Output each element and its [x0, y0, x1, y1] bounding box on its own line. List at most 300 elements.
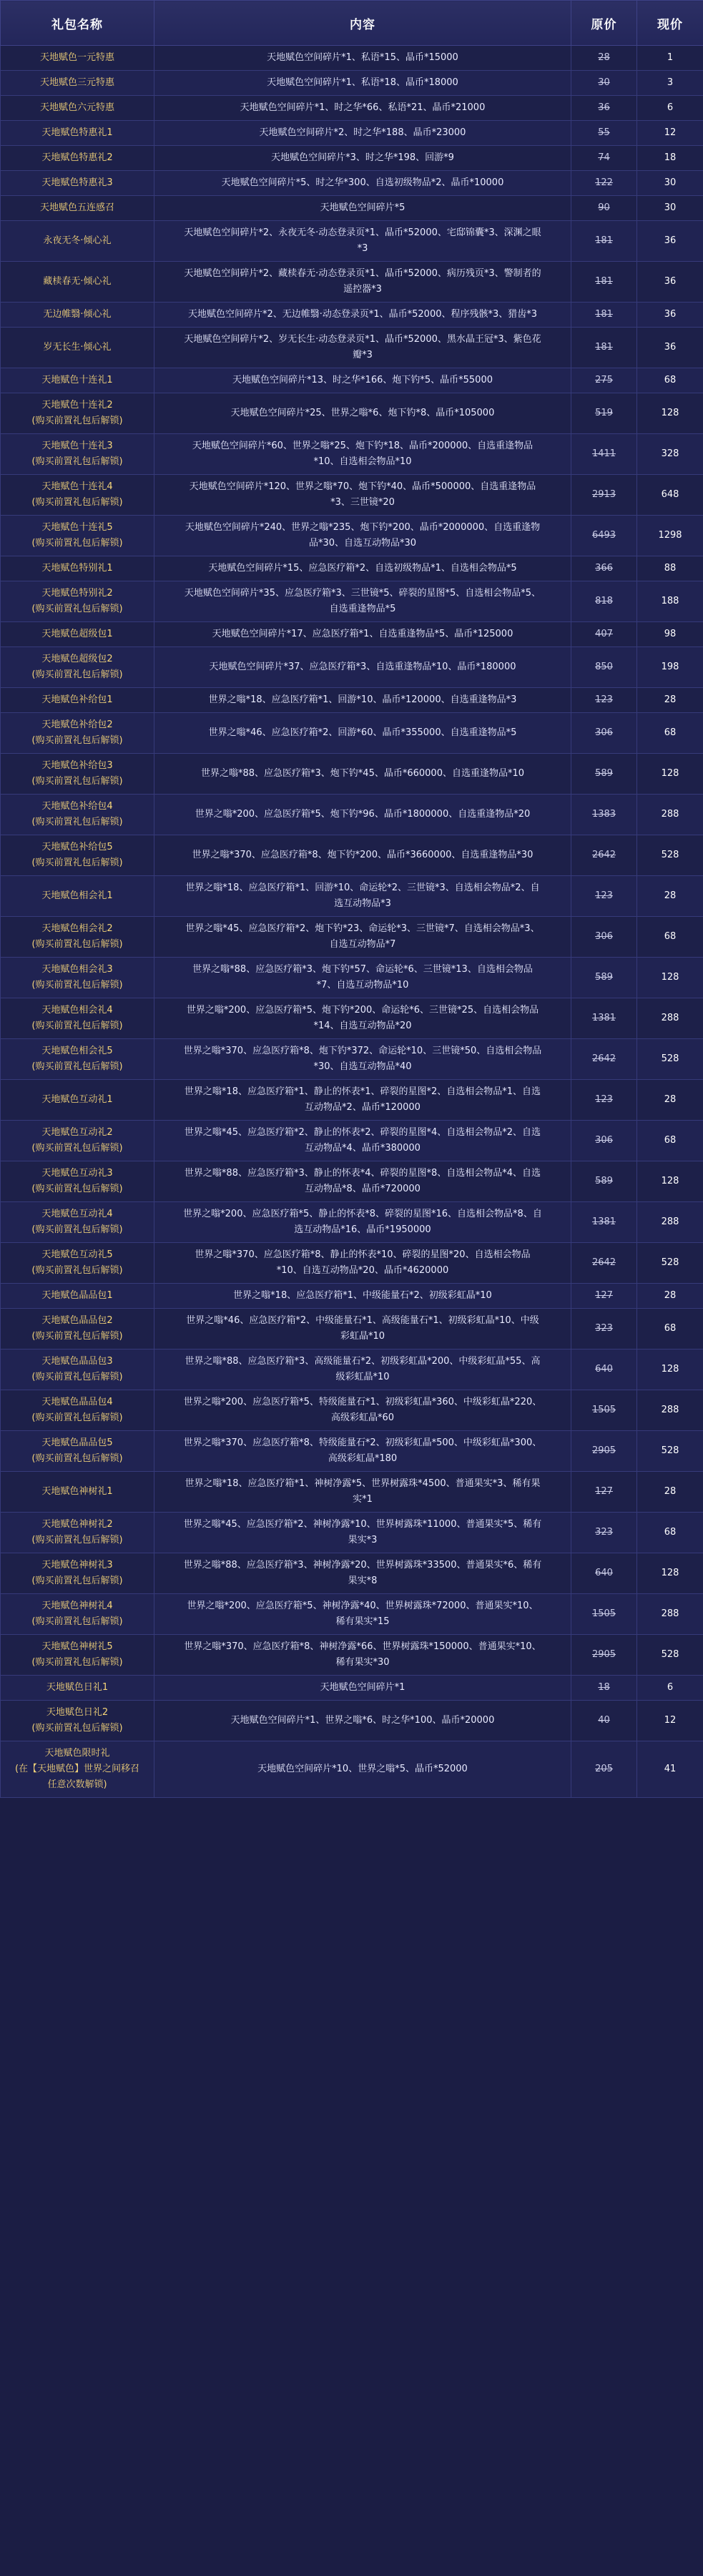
original-price: 18: [571, 1676, 637, 1701]
pack-name-cell: [1, 1350, 154, 1390]
current-price: 288: [637, 1202, 703, 1243]
pack-name: 天地赋色晶品包1: [41, 1290, 113, 1301]
table-row: [1, 1039, 703, 1080]
table-row: [1, 434, 703, 475]
pack-content: 世界之嗡*18、应急医疗箱*1、静止的怀表*1、碎裂的星图*2、自选相会物品*1、自选互动物品*2、晶币*120000: [154, 1080, 571, 1121]
original-price: 123: [571, 1080, 637, 1121]
pack-name: 天地赋色补给包2: [41, 719, 113, 730]
table-row: [1, 1121, 703, 1161]
table-row: [1, 795, 703, 835]
current-price: 28: [637, 876, 703, 917]
pack-name: 天地赋色十连礼4: [41, 481, 113, 492]
original-price: 1505: [571, 1390, 637, 1431]
table-row: [1, 146, 703, 171]
pack-name-cell: [1, 262, 154, 303]
table-row: [1, 1594, 703, 1635]
original-price: 1411: [571, 434, 637, 475]
current-price: 18: [637, 146, 703, 171]
pack-name-cell: [1, 1039, 154, 1080]
pack-content: 世界之嗡*18、应急医疗箱*1、回游*10、命运轮*2、三世镜*3、自选相会物品*2、自选互动物品*3: [154, 876, 571, 917]
table-row: [1, 1431, 703, 1472]
pack-name-cell: [1, 1202, 154, 1243]
pack-name-cell: [1, 1635, 154, 1676]
pack-name-cell: [1, 1309, 154, 1350]
original-price: 205: [571, 1741, 637, 1798]
pack-unlock-note: (购买前置礼包后解锁): [31, 416, 123, 426]
current-price: 288: [637, 795, 703, 835]
pack-name-cell: [1, 958, 154, 998]
original-price: 181: [571, 328, 637, 368]
original-price: 1381: [571, 1202, 637, 1243]
pack-name-cell: [1, 146, 154, 171]
table-row: [1, 121, 703, 146]
pack-name-cell: [1, 917, 154, 958]
pack-name-cell: [1, 434, 154, 475]
pack-content: 天地赋色空间碎片*120、世界之嗡*70、炮下钓*40、晶币*500000、自选重逢物品*3、三世镜*20: [154, 475, 571, 516]
pack-content: 天地赋色空间碎片*1、世界之嗡*6、时之华*100、晶币*20000: [154, 1701, 571, 1741]
pack-name-cell: [1, 328, 154, 368]
pack-content: 世界之嗡*45、应急医疗箱*2、炮下钓*23、命运轮*3、三世镜*7、自选相会物品*3、自选互动物品*7: [154, 917, 571, 958]
pack-name-cell: [1, 1676, 154, 1701]
original-price: 407: [571, 622, 637, 647]
pack-unlock-note: (购买前置礼包后解锁): [31, 1184, 123, 1194]
pack-name-cell: [1, 688, 154, 713]
pack-content: 世界之嗡*370、应急医疗箱*8、炮下钓*200、晶币*3660000、自选重逢物品*30: [154, 835, 571, 876]
original-price: 275: [571, 368, 637, 393]
table-row: [1, 556, 703, 581]
pack-content: 世界之嗡*18、应急医疗箱*1、中级能量石*2、初级彩虹晶*10: [154, 1284, 571, 1309]
pack-content: 世界之嗡*200、应急医疗箱*5、炮下钓*96、晶币*1800000、自选重逢物品*20: [154, 795, 571, 835]
pack-name: 天地赋色超级包1: [41, 629, 113, 639]
pack-content: 世界之嗡*46、应急医疗箱*2、中级能量石*1、高级能量石*1、初级彩虹晶*10、中级彩虹晶*10: [154, 1309, 571, 1350]
pack-name: 天地赋色相会礼2: [41, 923, 113, 934]
table-row: [1, 835, 703, 876]
pack-content: 天地赋色空间碎片*1: [154, 1676, 571, 1701]
current-price: 41: [637, 1741, 703, 1798]
original-price: 818: [571, 581, 637, 622]
table-row: [1, 713, 703, 754]
pack-name-cell: [1, 516, 154, 556]
original-price: 640: [571, 1553, 637, 1594]
pack-name: 天地赋色日礼2: [46, 1707, 109, 1718]
pack-name-cell: [1, 1284, 154, 1309]
pack-name-cell: [1, 835, 154, 876]
pack-name-cell: [1, 1553, 154, 1594]
table-row: [1, 1472, 703, 1513]
original-price: 127: [571, 1472, 637, 1513]
original-price: 40: [571, 1701, 637, 1741]
pack-unlock-note: (购买前置礼包后解锁): [31, 1657, 123, 1668]
current-price: 528: [637, 1243, 703, 1284]
current-price: 28: [637, 1284, 703, 1309]
original-price: 519: [571, 393, 637, 434]
header-original-price: 原价: [571, 1, 637, 46]
table-row: [1, 196, 703, 221]
table-row: [1, 1161, 703, 1202]
current-price: 1298: [637, 516, 703, 556]
pack-name: 天地赋色特惠礼3: [41, 177, 113, 188]
current-price: 36: [637, 221, 703, 262]
pack-unlock-note: (购买前置礼包后解锁): [31, 1331, 123, 1342]
current-price: 128: [637, 1350, 703, 1390]
pack-name: 天地赋色十连礼2: [41, 400, 113, 411]
pack-name: 天地赋色补给包5: [41, 842, 113, 852]
pack-name-cell: [1, 368, 154, 393]
pack-content: 天地赋色空间碎片*240、世界之嗡*235、炮下钓*200、晶币*2000000、自选重逢物品*30、自选互动物品*30: [154, 516, 571, 556]
table-row: [1, 46, 703, 71]
pack-name-cell: [1, 622, 154, 647]
pack-name: 天地赋色六元特惠: [39, 102, 114, 113]
pack-content: 世界之嗡*18、应急医疗箱*1、神树净露*5、世界树露珠*4500、普通果实*3、稀有果实*1: [154, 1472, 571, 1513]
pack-name: 天地赋色互动礼3: [41, 1168, 113, 1179]
pack-name-cell: [1, 876, 154, 917]
pack-content: 天地赋色空间碎片*2、时之华*188、晶币*23000: [154, 121, 571, 146]
pack-unlock-note: (购买前置礼包后解锁): [31, 456, 123, 467]
pack-content: 世界之嗡*18、应急医疗箱*1、回游*10、晶币*120000、自选重逢物品*3: [154, 688, 571, 713]
current-price: 3: [637, 71, 703, 96]
current-price: 528: [637, 1431, 703, 1472]
pack-name-cell: [1, 556, 154, 581]
current-price: 198: [637, 647, 703, 688]
pack-name: 天地赋色补给包4: [41, 801, 113, 812]
table-row: [1, 581, 703, 622]
pack-name: 天地赋色神树礼5: [41, 1641, 113, 1652]
original-price: 181: [571, 262, 637, 303]
header-content: 内容: [154, 1, 571, 46]
pack-content: 世界之嗡*45、应急医疗箱*2、静止的怀表*2、碎裂的星图*4、自选相会物品*2、自选互动物品*4、晶币*380000: [154, 1121, 571, 1161]
table-row: [1, 516, 703, 556]
pack-name-cell: [1, 1431, 154, 1472]
pack-name: 天地赋色神树礼3: [41, 1560, 113, 1570]
pack-name: 天地赋色补给包1: [41, 694, 113, 705]
pack-content: 世界之嗡*200、应急医疗箱*5、静止的怀表*8、碎裂的星图*16、自选相会物品*8、自选互动物品*16、晶币*1950000: [154, 1202, 571, 1243]
pack-name: 天地赋色神树礼1: [41, 1486, 113, 1497]
current-price: 6: [637, 1676, 703, 1701]
pack-name: 天地赋色五连感召: [39, 202, 114, 213]
original-price: 1505: [571, 1594, 637, 1635]
pack-unlock-note: (购买前置礼包后解锁): [31, 604, 123, 614]
pack-name: 天地赋色三元特惠: [39, 77, 114, 88]
original-price: 122: [571, 171, 637, 196]
pack-name: 天地赋色补给包3: [41, 760, 113, 771]
pack-name-cell: [1, 393, 154, 434]
original-price: 306: [571, 917, 637, 958]
original-price: 2905: [571, 1431, 637, 1472]
pack-name-cell: [1, 121, 154, 146]
original-price: 36: [571, 96, 637, 121]
table-row: [1, 647, 703, 688]
table-row: [1, 221, 703, 262]
original-price: 28: [571, 46, 637, 71]
original-price: 589: [571, 754, 637, 795]
pack-name-cell: [1, 1121, 154, 1161]
pack-unlock-note: (购买前置礼包后解锁): [31, 1143, 123, 1154]
table-row: [1, 754, 703, 795]
pack-unlock-note: (购买前置礼包后解锁): [31, 1021, 123, 1031]
original-price: 850: [571, 647, 637, 688]
pack-content: 天地赋色空间碎片*25、世界之嗡*6、炮下钓*8、晶币*105000: [154, 393, 571, 434]
current-price: 6: [637, 96, 703, 121]
pack-name-cell: [1, 1161, 154, 1202]
table-row: [1, 998, 703, 1039]
pack-name: 藏椟春无·倾心礼: [43, 276, 112, 287]
pack-name: 天地赋色特别礼2: [41, 588, 113, 599]
current-price: 528: [637, 835, 703, 876]
original-price: 1383: [571, 795, 637, 835]
pack-unlock-note: (购买前置礼包后解锁): [31, 817, 123, 827]
current-price: 12: [637, 1701, 703, 1741]
table-row: [1, 262, 703, 303]
pack-name-cell: [1, 303, 154, 328]
table-row: [1, 1284, 703, 1309]
original-price: 2642: [571, 835, 637, 876]
original-price: 2642: [571, 1243, 637, 1284]
current-price: 68: [637, 1309, 703, 1350]
pack-name: 天地赋色晶品包5: [41, 1437, 113, 1448]
pack-unlock-note: (购买前置礼包后解锁): [31, 669, 123, 680]
pack-name-cell: [1, 196, 154, 221]
table-row: [1, 1080, 703, 1121]
pack-name: 岁无长生·倾心礼: [43, 342, 112, 353]
table-row: [1, 1243, 703, 1284]
table-row: [1, 368, 703, 393]
original-price: 366: [571, 556, 637, 581]
pack-name: 天地赋色晶品包3: [41, 1356, 113, 1367]
current-price: 36: [637, 262, 703, 303]
original-price: 589: [571, 958, 637, 998]
pack-content: 世界之嗡*46、应急医疗箱*2、回游*60、晶币*355000、自选重逢物品*5: [154, 713, 571, 754]
pack-name: 天地赋色互动礼2: [41, 1127, 113, 1138]
pack-content: 世界之嗡*88、应急医疗箱*3、高级能量石*2、初级彩虹晶*200、中级彩虹晶*55、高级彩虹晶*10: [154, 1350, 571, 1390]
pack-content: 天地赋色空间碎片*17、应急医疗箱*1、自选重逢物品*5、晶币*125000: [154, 622, 571, 647]
pack-content: 世界之嗡*45、应急医疗箱*2、神树净露*10、世界树露珠*11000、普通果实*5、稀有果实*3: [154, 1513, 571, 1553]
current-price: 68: [637, 1121, 703, 1161]
pack-name-cell: [1, 171, 154, 196]
pack-unlock-note: (购买前置礼包后解锁): [31, 1061, 123, 1072]
pack-name-cell: [1, 1513, 154, 1553]
table-row: [1, 1676, 703, 1701]
pack-unlock-note: (在【天地赋色】世界之间移召任意次数解锁): [14, 1764, 140, 1790]
pack-content: 天地赋色空间碎片*2、永夜无冬·动态登录页*1、晶币*52000、宅邸锦囊*3、深渊之眼*3: [154, 221, 571, 262]
pack-content: 世界之嗡*370、应急医疗箱*8、特级能量石*2、初级彩虹晶*500、中级彩虹晶*300、高级彩虹晶*180: [154, 1431, 571, 1472]
pack-content: 天地赋色空间碎片*13、时之华*166、炮下钓*5、晶币*55000: [154, 368, 571, 393]
original-price: 6493: [571, 516, 637, 556]
pack-name-cell: [1, 647, 154, 688]
pack-name-cell: [1, 1080, 154, 1121]
original-price: 306: [571, 1121, 637, 1161]
original-price: 181: [571, 303, 637, 328]
pack-name: 天地赋色相会礼3: [41, 964, 113, 975]
pack-name: 天地赋色限时礼: [44, 1748, 110, 1759]
pack-name: 天地赋色互动礼4: [41, 1209, 113, 1219]
table-row: [1, 303, 703, 328]
current-price: 128: [637, 754, 703, 795]
pack-content: 世界之嗡*200、应急医疗箱*5、神树净露*40、世界树露珠*72000、普通果实*10、稀有果实*15: [154, 1594, 571, 1635]
table-row: [1, 688, 703, 713]
pack-unlock-note: (购买前置礼包后解锁): [31, 1224, 123, 1235]
original-price: 2642: [571, 1039, 637, 1080]
header-name: 礼包名称: [1, 1, 154, 46]
table-row: [1, 876, 703, 917]
pack-name-cell: [1, 1472, 154, 1513]
pack-name: 天地赋色日礼1: [46, 1682, 109, 1693]
pack-content: 天地赋色空间碎片*10、世界之嗡*5、晶币*52000: [154, 1741, 571, 1798]
current-price: 30: [637, 196, 703, 221]
original-price: 1381: [571, 998, 637, 1039]
pack-name: 天地赋色神树礼2: [41, 1519, 113, 1530]
current-price: 28: [637, 688, 703, 713]
pack-name-cell: [1, 1243, 154, 1284]
pack-unlock-note: (购买前置礼包后解锁): [31, 1535, 123, 1545]
table-row: [1, 1635, 703, 1676]
pack-content: 世界之嗡*370、应急医疗箱*8、神树净露*66、世界树露珠*150000、普通果实*10、稀有果实*30: [154, 1635, 571, 1676]
pack-unlock-note: (购买前置礼包后解锁): [31, 939, 123, 950]
pack-name: 天地赋色互动礼5: [41, 1249, 113, 1260]
pack-name: 无边帷翳·倾心礼: [43, 309, 112, 320]
pack-name-cell: [1, 96, 154, 121]
pack-content: 世界之嗡*370、应急医疗箱*8、静止的怀表*10、碎裂的星图*20、自选相会物品*10、自选互动物品*20、晶币*4620000: [154, 1243, 571, 1284]
pack-name: 天地赋色十连礼5: [41, 522, 113, 533]
pack-unlock-note: (购买前置礼包后解锁): [31, 497, 123, 508]
pack-unlock-note: (购买前置礼包后解锁): [31, 735, 123, 746]
pack-content: 天地赋色空间碎片*3、时之华*198、回游*9: [154, 146, 571, 171]
current-price: 68: [637, 1513, 703, 1553]
table-row: [1, 958, 703, 998]
pack-name: 天地赋色互动礼1: [41, 1094, 113, 1105]
table-row: [1, 71, 703, 96]
pack-content: 天地赋色空间碎片*1、时之华*66、私语*21、晶币*21000: [154, 96, 571, 121]
pack-content: 天地赋色空间碎片*2、藏椟春无·动态登录页*1、晶币*52000、病历残页*3、警制者的遥控器*3: [154, 262, 571, 303]
current-price: 98: [637, 622, 703, 647]
pack-content: 天地赋色空间碎片*2、无边帷翳·动态登录页*1、晶币*52000、程序残骸*3、猎齿*3: [154, 303, 571, 328]
table-row: [1, 1202, 703, 1243]
pack-unlock-note: (购买前置礼包后解锁): [31, 538, 123, 549]
table-row: [1, 1701, 703, 1741]
current-price: 128: [637, 393, 703, 434]
pack-name: 天地赋色晶品包4: [41, 1397, 113, 1407]
current-price: 12: [637, 121, 703, 146]
pack-unlock-note: (购买前置礼包后解锁): [31, 1575, 123, 1586]
current-price: 30: [637, 171, 703, 196]
pack-name-cell: [1, 754, 154, 795]
pack-name: 天地赋色相会礼5: [41, 1046, 113, 1056]
pack-name: 天地赋色晶品包2: [41, 1315, 113, 1326]
pack-content: 世界之嗡*200、应急医疗箱*5、特级能量石*1、初级彩虹晶*360、中级彩虹晶*220、高级彩虹晶*60: [154, 1390, 571, 1431]
current-price: 648: [637, 475, 703, 516]
table-row: [1, 1350, 703, 1390]
pack-unlock-note: (购买前置礼包后解锁): [31, 1723, 123, 1734]
pack-name: 天地赋色相会礼1: [41, 890, 113, 901]
pack-name-cell: [1, 46, 154, 71]
original-price: 127: [571, 1284, 637, 1309]
current-price: 128: [637, 1553, 703, 1594]
table-row: [1, 393, 703, 434]
pack-name-cell: [1, 1701, 154, 1741]
current-price: 528: [637, 1039, 703, 1080]
pack-name-cell: [1, 71, 154, 96]
original-price: 123: [571, 876, 637, 917]
current-price: 288: [637, 1594, 703, 1635]
current-price: 528: [637, 1635, 703, 1676]
pack-name-cell: [1, 221, 154, 262]
table-body: [1, 46, 703, 1798]
original-price: 181: [571, 221, 637, 262]
current-price: 68: [637, 713, 703, 754]
table-row: [1, 328, 703, 368]
pack-name-cell: [1, 1390, 154, 1431]
pack-unlock-note: (购买前置礼包后解锁): [31, 980, 123, 990]
original-price: 74: [571, 146, 637, 171]
header-current-price: 现价: [637, 1, 703, 46]
pack-name: 天地赋色超级包2: [41, 654, 113, 664]
pack-name-cell: [1, 713, 154, 754]
pack-name-cell: [1, 998, 154, 1039]
pack-name: 天地赋色特惠礼2: [41, 152, 113, 163]
pack-content: 天地赋色空间碎片*2、岁无长生·动态登录页*1、晶币*52000、黑水晶王冠*3、紫色花瓣*3: [154, 328, 571, 368]
pack-unlock-note: (购买前置礼包后解锁): [31, 1372, 123, 1382]
current-price: 328: [637, 434, 703, 475]
current-price: 68: [637, 368, 703, 393]
pack-name-cell: [1, 795, 154, 835]
current-price: 188: [637, 581, 703, 622]
pack-name: 天地赋色十连礼3: [41, 441, 113, 451]
pack-name-cell: [1, 475, 154, 516]
pack-unlock-note: (购买前置礼包后解锁): [31, 1412, 123, 1423]
table-header: [1, 1, 703, 46]
pack-unlock-note: (购买前置礼包后解锁): [31, 857, 123, 868]
pack-unlock-note: (购买前置礼包后解锁): [31, 776, 123, 787]
original-price: 640: [571, 1350, 637, 1390]
pack-unlock-note: (购买前置礼包后解锁): [31, 1265, 123, 1276]
current-price: 36: [637, 303, 703, 328]
current-price: 288: [637, 1390, 703, 1431]
pack-content: 天地赋色空间碎片*15、应急医疗箱*2、自选初级物品*1、自选相会物品*5: [154, 556, 571, 581]
pack-name: 天地赋色一元特惠: [39, 52, 114, 63]
original-price: 323: [571, 1309, 637, 1350]
pack-name: 天地赋色十连礼1: [41, 375, 113, 385]
original-price: 589: [571, 1161, 637, 1202]
pack-content: 世界之嗡*88、应急医疗箱*3、炮下钓*45、晶币*660000、自选重逢物品*10: [154, 754, 571, 795]
original-price: 30: [571, 71, 637, 96]
table-row: [1, 171, 703, 196]
original-price: 123: [571, 688, 637, 713]
table-row: [1, 475, 703, 516]
table-row: [1, 917, 703, 958]
current-price: 128: [637, 958, 703, 998]
current-price: 1: [637, 46, 703, 71]
current-price: 36: [637, 328, 703, 368]
pack-name: 天地赋色特惠礼1: [41, 127, 113, 138]
pack-content: 天地赋色空间碎片*5、时之华*300、自选初级物品*2、晶币*10000: [154, 171, 571, 196]
table-row: [1, 96, 703, 121]
pack-content: 天地赋色空间碎片*1、私语*15、晶币*15000: [154, 46, 571, 71]
pack-content: 世界之嗡*88、应急医疗箱*3、静止的怀表*4、碎裂的星图*8、自选相会物品*4、自选互动物品*8、晶币*720000: [154, 1161, 571, 1202]
table-row: [1, 1390, 703, 1431]
pack-content: 天地赋色空间碎片*60、世界之嗡*25、炮下钓*18、晶币*200000、自选重逢物品*10、自选相会物品*10: [154, 434, 571, 475]
current-price: 28: [637, 1472, 703, 1513]
original-price: 2905: [571, 1635, 637, 1676]
original-price: 323: [571, 1513, 637, 1553]
current-price: 128: [637, 1161, 703, 1202]
table-row: [1, 1513, 703, 1553]
current-price: 28: [637, 1080, 703, 1121]
original-price: 55: [571, 121, 637, 146]
current-price: 288: [637, 998, 703, 1039]
current-price: 88: [637, 556, 703, 581]
pack-name-cell: [1, 1741, 154, 1798]
original-price: 306: [571, 713, 637, 754]
pack-unlock-note: (购买前置礼包后解锁): [31, 1453, 123, 1464]
